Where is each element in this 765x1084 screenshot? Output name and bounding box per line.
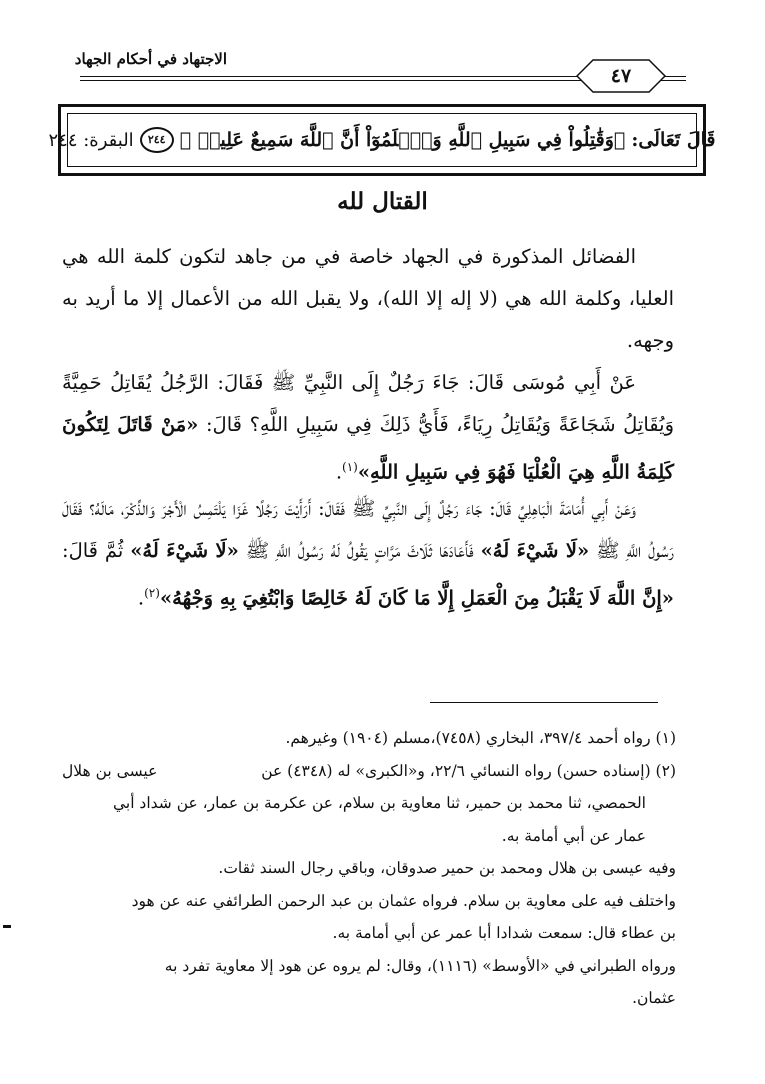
paragraph-hadith-abu-musa-text: عَنْ أَبِي مُوسَى قَالَ: جَاءَ رَجُلٌ إِلَى النَّبِيِّ ﷺ فَقَالَ: الرَّجُلُ يُقَاتِلُ حَمِيَّةً وَيُقَاتِلُ شَجَاعَةً وَيُقَاتِلُ رِيَاءً، فَأَيُّ ذَلِكَ فِي سَبِيلِ اللَّهِ؟ قَالَ: «مَنْ قَاتَلَ لِتَكُونَ كَلِمَةُ اللَّهِ هِيَ الْعُلْيَا فَهُوَ فِي سَبِيلِ اللَّهِ»$^{(١)}$. (62, 371, 674, 484)
footnote-2-line-6: بن عطاء قال: سمعت شدادا أبا عمر عن أبي أمامة به. (332, 924, 676, 942)
paragraph-intro-text: الفضائل المذكورة في الجهاد خاصة في من جاهد لتكون كلمة الله هي العليا، وكلمة الله هي (لا إله إلا الله)، ولا يقبل الله من الأعمال إلا ما أريد به وجهه. (62, 245, 674, 352)
hadith-quote-3: «إِنَّ اللَّهَ لَا يَقْبَلُ مِنَ الْعَمَلِ إِلَّا مَا كَانَ لَهُ خَالِصًا وَابْتُغِيَ بِهِ وَجْهُهُ» (159, 586, 674, 610)
section-heading: القتال لله (337, 188, 428, 215)
footnote-2-line-5: واختلف فيه على معاوية بن سلام. فرواه عثمان بن عبد الرحمن الطرائفي عنه عن هود (131, 891, 676, 910)
verse-box (48, 104, 716, 176)
hadith-narration-2: فَأَعَادَهَا ثَلَاثَ مَرَّاتٍ يَقُولُ لَهُ رَسُولُ اللَّهِ ﷺ (245, 539, 474, 562)
footnote-2-line-7: ورواه الطبراني في «الأوسط» (١١١٦)، وقال: لم يروه عن هود إلا معاوية تفرد به (164, 956, 676, 975)
paragraph-intro (62, 236, 674, 362)
running-title: الاجتهاد في أحكام الجهاد (74, 50, 227, 68)
verse-line (49, 127, 716, 153)
hadith-quote: «مَنْ قَاتَلَ لِتَكُونَ كَلِمَةُ اللَّهِ هِيَ الْعُلْيَا فَهُوَ فِي سَبِيلِ اللَّهِ» (62, 413, 674, 484)
hadith-quote-1: «لَا شَيْءَ لَهُ» (480, 539, 590, 562)
hadith-narration: عَنْ أَبِي مُوسَى قَالَ: جَاءَ رَجُلٌ إِلَى النَّبِيِّ ﷺ فَقَالَ: الرَّجُلُ يُقَاتِلُ حَمِيَّةً وَيُقَاتِلُ شَجَاعَةً وَيُقَاتِلُ رِيَاءً، فَأَيُّ ذَلِكَ فِي سَبِيلِ اللَّهِ؟ قَالَ: (62, 371, 674, 436)
paragraph-hadith-abu-umama (62, 488, 674, 620)
margin-mark (3, 925, 11, 928)
paragraph-hadith-abu-umama-text: وَعَنْ أَبِي أُمَامَةَ الْبَاهِلِيِّ قَالَ: جَاءَ رَجُلٌ إِلَى النَّبِيِّ ﷺ فَقَالَ: أَرَأَيْتَ رَجُلًا غَزَا يَلْتَمِسُ الْأَجْرَ وَالذِّكْرَ، مَالَهُ؟ فَقَالَ رَسُولُ اللَّهِ ﷺ «لَا شَيْءَ لَهُ» فَأَعَادَهَا ثَلَاثَ مَرَّاتٍ يَقُولُ لَهُ رَسُولُ اللَّهِ ﷺ «لَا شَيْءَ لَهُ» ثُمَّ قَالَ: «إِنَّ اللَّهَ لَا يَقْبَلُ مِنَ الْعَمَلِ إِلَّا مَا كَانَ لَهُ خَالِصًا وَابْتُغِيَ بِهِ وَجْهُهُ»$^{(٢)}$. (62, 497, 674, 610)
footnote-2-line-8: عثمان. (632, 989, 676, 1007)
hadith-narration-1: وَعَنْ أَبِي أُمَامَةَ الْبَاهِلِيِّ قَالَ: جَاءَ رَجُلٌ إِلَى النَّبِيِّ ﷺ فَقَالَ: أَرَأَيْتَ رَجُلًا غَزَا يَلْتَمِسُ الْأَجْرَ وَالذِّكْرَ، مَالَهُ؟ فَقَالَ رَسُولُ اللَّهِ ﷺ (62, 497, 674, 562)
footnote-ref-1[interactable]: (١) (342, 460, 358, 474)
footnote-2-line-1-end: عيسى بن هلال (62, 761, 158, 780)
footnote-2-line-3: عمار عن أبي أمامة به. (501, 826, 646, 845)
verse-box-inner (48, 113, 716, 167)
verse-intro: قَالَ تَعَالَى: (631, 129, 716, 151)
footnote-2-line-1-start: (٢) (إسناده حسن) رواه النسائي ٢٢/٦، و«الكبرى» له (٤٣٤٨) عن (261, 761, 676, 780)
verse-reference: البقرة: ٢٤٤ (48, 129, 134, 151)
paragraph-hadith-abu-musa (62, 362, 674, 494)
hadith-quote-2: «لَا شَيْءَ لَهُ» (130, 539, 239, 562)
footnote-1: (١) رواه أحمد ٣٩٧/٤، البخاري (٧٤٥٨)،مسلم (١٩٠٤) وغيرهم. (285, 729, 676, 747)
ayah-number-marker: ٢٤٤ (140, 127, 174, 153)
page-number: ٤٧ (610, 65, 632, 87)
hadith-narration-3: ثُمَّ قَالَ: (62, 539, 124, 562)
footnote-2-line-4: وفيه عيسى بن هلال ومحمد بن حمير صدوقان، وباقي رجال السند ثقات. (218, 859, 676, 877)
footnotes (62, 722, 676, 1015)
footnote-ref-2[interactable]: (٢) (144, 586, 160, 600)
verse-text: ﴿وَقَٰتِلُواْ فِي سَبِيلِ ٱللَّهِ وَٱعۡلَمُوٓاْ أَنَّ ٱللَّهَ سَمِيعٌ عَلِيمٞ ﴾ (179, 129, 626, 151)
footnote-2-line-1 (62, 755, 676, 788)
footnote-separator (430, 702, 658, 703)
footnote-2-line-2: الحمصي، ثنا محمد بن حمير، ثنا معاوية بن سلام، عن عكرمة بن عمار، عن شداد أبي (112, 794, 646, 812)
